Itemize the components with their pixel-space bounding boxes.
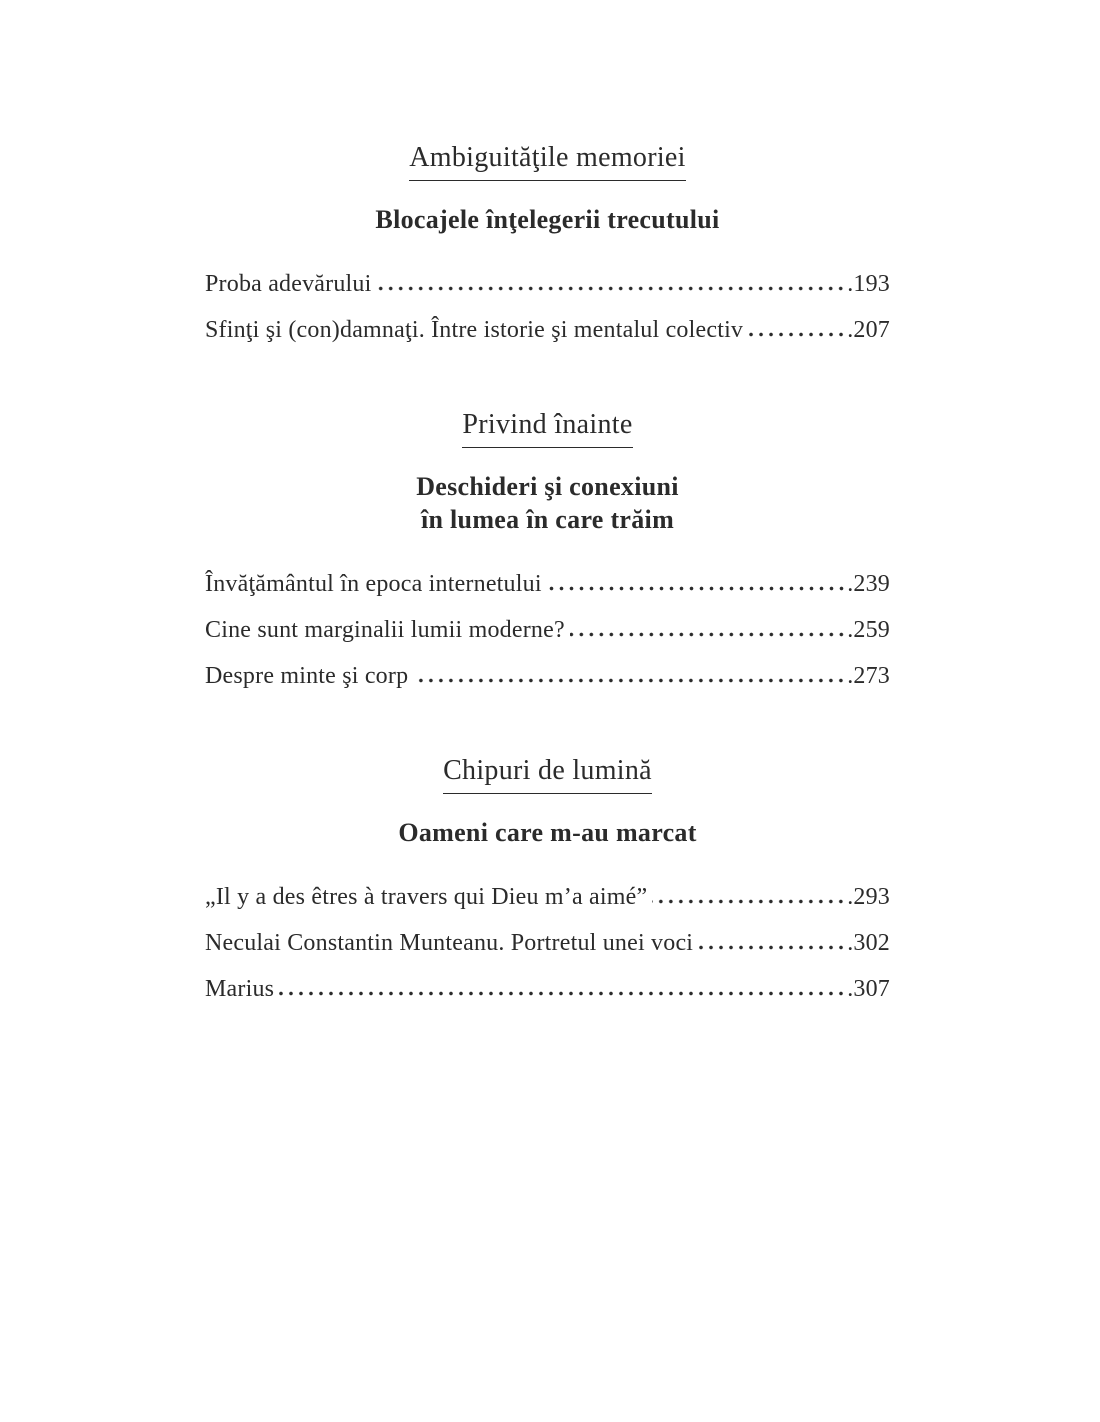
entry-label: Despre minte şi corp: [205, 662, 409, 689]
entry-list: [205, 270, 890, 345]
section-subtitle: [205, 470, 890, 537]
entry-label: Cine sunt marginalii lumii moderne?: [205, 617, 565, 644]
toc-entry: [205, 270, 890, 299]
entry-page-number: .302: [847, 929, 890, 956]
toc-section-privind-inainte: [205, 409, 890, 691]
entry-label: Proba adevărului: [205, 271, 372, 298]
dot-leader: [652, 899, 846, 904]
entry-page-number: .307: [847, 975, 890, 1002]
toc-entry: [205, 316, 890, 345]
toc-entry: [205, 616, 890, 645]
entry-label: „Il y a des êtres à travers qui Dieu m’a aimé”: [205, 884, 648, 911]
section-subtitle: [205, 816, 890, 849]
entry-label: Învăţământul în epoca internetului: [205, 571, 542, 598]
entry-page-number: .259: [847, 617, 890, 644]
entry-list: [205, 570, 890, 690]
section-title-text: Ambiguităţile memoriei: [409, 142, 685, 181]
entry-page-number: .273: [847, 662, 890, 689]
toc-section-chipuri-de-lumina: [205, 755, 890, 1004]
section-subtitle-line: Oameni care m-au marcat: [398, 817, 697, 847]
dot-leader: [547, 586, 847, 591]
entry-label: Neculai Constantin Munteanu. Portretul unei voci: [205, 929, 694, 956]
toc-entry: [205, 929, 890, 958]
section-title: [205, 409, 890, 448]
section-title-text: Privind înainte: [462, 409, 632, 448]
entry-page-number: .193: [847, 271, 890, 298]
dot-leader: [279, 991, 846, 996]
entry-label: Sfinţi şi (con)damnaţi. Între istorie şi mentalul colectiv: [205, 317, 744, 344]
toc-entry: [205, 662, 890, 691]
entry-label: Marius: [205, 975, 275, 1002]
toc-section-ambiguitatile-memoriei: [205, 142, 890, 345]
dot-leader: [698, 945, 846, 950]
dot-leader: [570, 632, 846, 637]
section-subtitle: [205, 203, 890, 236]
toc-entry: [205, 883, 890, 912]
section-subtitle-line: Deschideri şi conexiuni: [416, 471, 679, 501]
entry-page-number: .239: [847, 571, 890, 598]
toc-entry: [205, 975, 890, 1004]
section-title-text: Chipuri de lumină: [443, 755, 652, 794]
section-title: [205, 755, 890, 794]
dot-leader: [413, 678, 846, 683]
section-subtitle-line: în lumea în care trăim: [420, 505, 675, 535]
toc-entry: [205, 570, 890, 599]
section-subtitle-line: Blocajele înţelegerii trecutului: [375, 205, 720, 234]
entry-page-number: .207: [847, 317, 890, 344]
dot-leader: [748, 332, 846, 337]
entry-page-number: .293: [847, 884, 890, 911]
dot-leader: [376, 286, 846, 291]
section-title: [205, 142, 890, 181]
entry-list: [205, 883, 890, 1003]
